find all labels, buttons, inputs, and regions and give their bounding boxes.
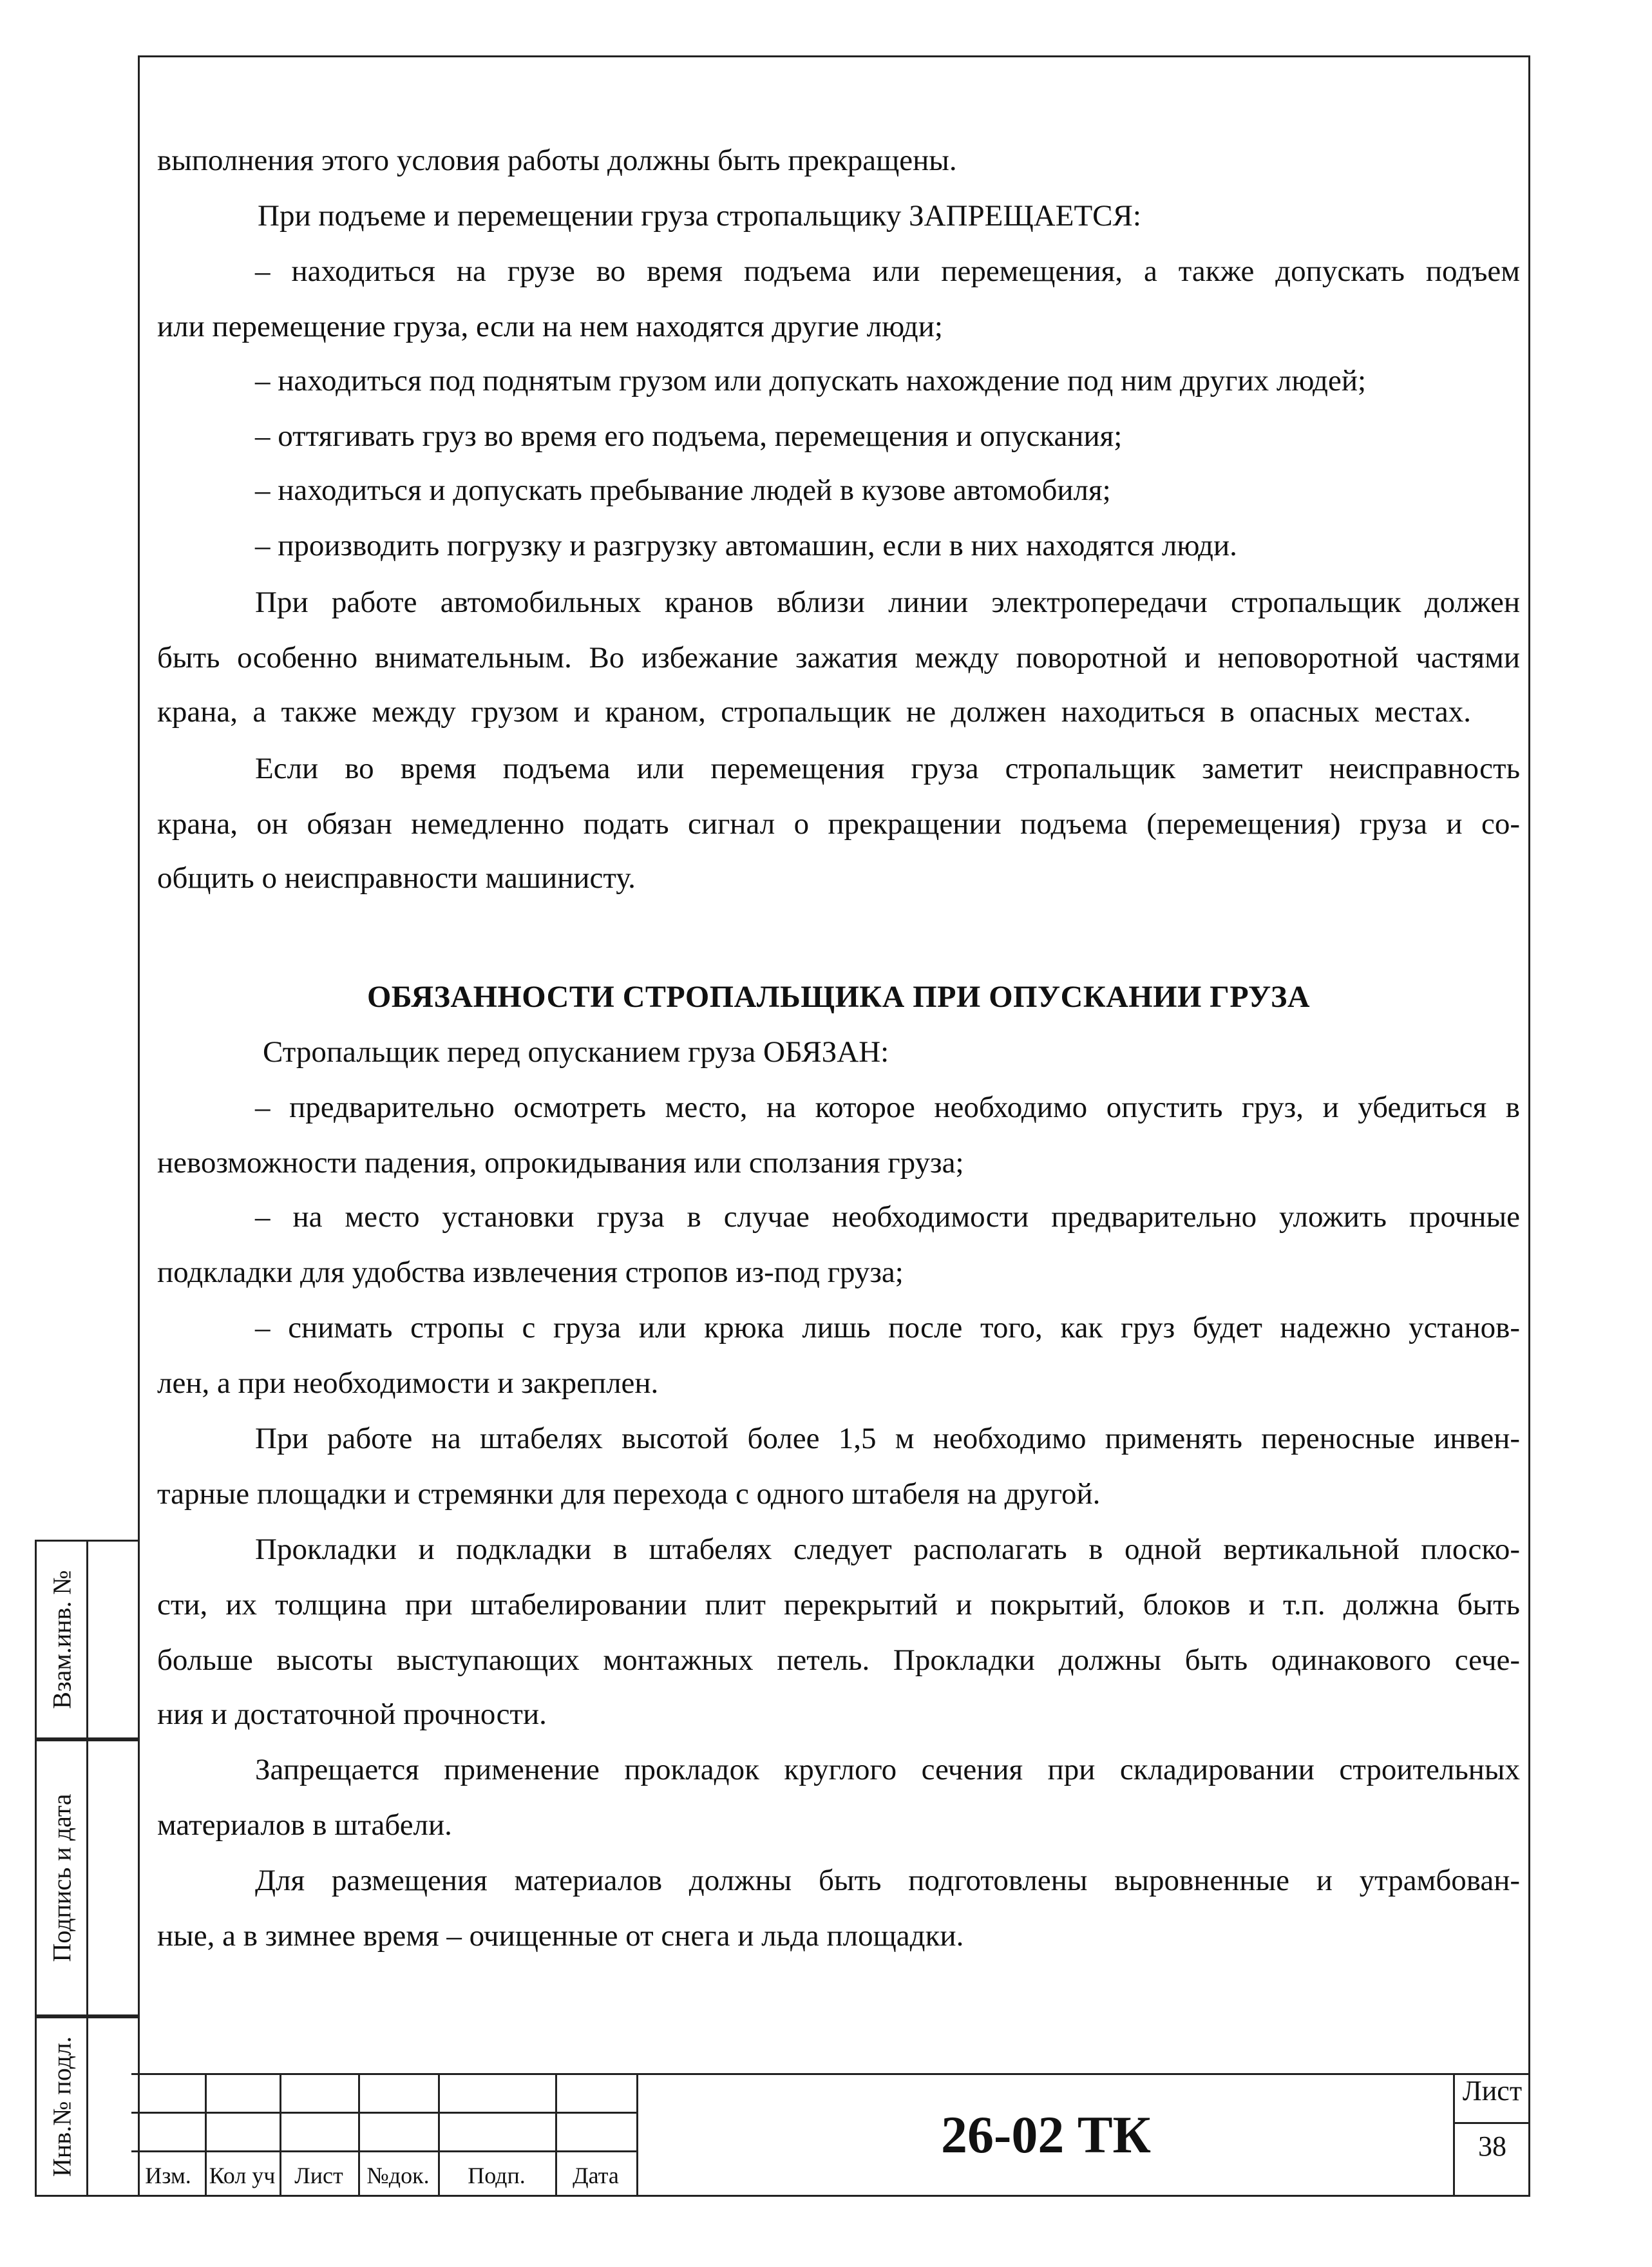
text-line: Прокладки и подкладки в штабелях следует располагать в одной вертикальной плоско- bbox=[255, 1533, 1520, 1566]
text-line: – снимать стропы с груза или крюка лишь после того, как груз будет надежно установ- bbox=[255, 1311, 1520, 1344]
text-line: – предварительно осмотреть место, на которое необходимо опустить груз, и убедиться в bbox=[255, 1091, 1520, 1124]
text-line: крана, а также между грузом и краном, стропальщик не должен находиться в опасных местах. bbox=[157, 695, 1471, 729]
side-label-vzam: Взам.инв. № bbox=[47, 1570, 76, 1709]
sheet-number: 38 bbox=[1478, 2130, 1506, 2162]
text-line: крана, он обязан немедленно подать сигнал о прекращении подъема (перемещения) груза и со- bbox=[157, 807, 1520, 841]
text-line: – на место установки груза в случае необходимости предварительно уложить прочные bbox=[255, 1200, 1520, 1234]
text-line: тарные площадки и стремянки для перехода с одного штабеля на другой. bbox=[157, 1477, 1101, 1511]
document-code: 26-02 ТК bbox=[941, 2105, 1151, 2164]
title-block-col-kol: Кол уч bbox=[209, 2163, 276, 2188]
text-line: – находиться на грузе во время подъема или перемещения, а также допускать подъем bbox=[255, 254, 1520, 288]
text-line: быть особенно внимательным. Во избежание зажатия между поворотной и неповоротной частями bbox=[157, 641, 1520, 674]
side-cell-inv bbox=[35, 2016, 138, 2197]
title-block-col-ndok: №док. bbox=[366, 2163, 430, 2188]
text-line: – оттягивать груз во время его подъема, перемещения и опускания; bbox=[255, 419, 1123, 453]
text-line: больше высоты выступающих монтажных петель. Прокладки должны быть одинакового сече- bbox=[157, 1643, 1520, 1677]
side-label-inv: Инв.№ подл. bbox=[47, 2036, 76, 2177]
title-block-col-podp: Подп. bbox=[468, 2163, 526, 2188]
text-line: – находиться и допускать пребывание людей в кузове автомобиля; bbox=[255, 473, 1111, 507]
text-line: выполнения этого условия работы должны быть прекращены. bbox=[157, 144, 957, 177]
text-line: – производить погрузку и разгрузку автомашин, если в них находятся люди. bbox=[255, 529, 1237, 562]
title-block-col-izm: Изм. bbox=[145, 2163, 191, 2188]
text-line: подкладки для удобства извлечения стропов из-под груза; bbox=[157, 1256, 904, 1289]
text-line: общить о неисправности машинисту. bbox=[157, 861, 636, 895]
sheet-label: Лист bbox=[1462, 2075, 1523, 2107]
text-line: Запрещается применение прокладок круглого сечения при складировании строительных bbox=[255, 1753, 1520, 1786]
title-block-col-data: Дата bbox=[573, 2163, 619, 2188]
side-stamp bbox=[35, 1540, 138, 2197]
side-cell-vzam bbox=[35, 1540, 138, 1739]
text-line: Стропальщик перед опусканием груза ОБЯЗАН: bbox=[263, 1035, 889, 1069]
text-line: Если во время подъема или перемещения груза стропальщик заметит неисправность bbox=[255, 752, 1520, 785]
text-line: сти, их толщина при штабелировании плит перекрытий и покрытий, блоков и т.п. должна быть bbox=[157, 1588, 1520, 1621]
text-line: При работе автомобильных кранов вблизи линии электропередачи стропальщик должен bbox=[255, 586, 1520, 619]
text-line: или перемещение груза, если на нем находятся другие люди; bbox=[157, 310, 943, 343]
text-line: невозможности падения, опрокидывания или сползания груза; bbox=[157, 1146, 964, 1180]
section-heading: ОБЯЗАННОСТИ СТРОПАЛЬЩИКА ПРИ ОПУСКАНИИ ГРУЗА bbox=[366, 980, 1311, 1014]
text-line: лен, а при необходимости и закреплен. bbox=[157, 1366, 659, 1400]
text-line: При подъеме и перемещении груза стропальщику ЗАПРЕЩАЕТСЯ: bbox=[258, 199, 1141, 233]
text-line: ния и достаточной прочности. bbox=[157, 1698, 547, 1731]
text-line: – находиться под поднятым грузом или допускать нахождение под ним других людей; bbox=[255, 364, 1367, 397]
sheet-box bbox=[1454, 2073, 1530, 2197]
text-line: При работе на штабелях высотой более 1,5 м необходимо применять переносные инвен- bbox=[255, 1422, 1520, 1455]
side-cell-podpis bbox=[35, 1739, 138, 2016]
side-label-podpis: Подпись и дата bbox=[47, 1794, 76, 1962]
text-line: ные, а в зимнее время – очищенные от снега и льда площадки. bbox=[157, 1919, 964, 1953]
text-line: материалов в штабели. bbox=[157, 1808, 452, 1842]
title-block-col-list: Лист bbox=[294, 2163, 343, 2188]
text-line: Для размещения материалов должны быть подготовлены выровненные и утрамбован- bbox=[255, 1864, 1520, 1897]
